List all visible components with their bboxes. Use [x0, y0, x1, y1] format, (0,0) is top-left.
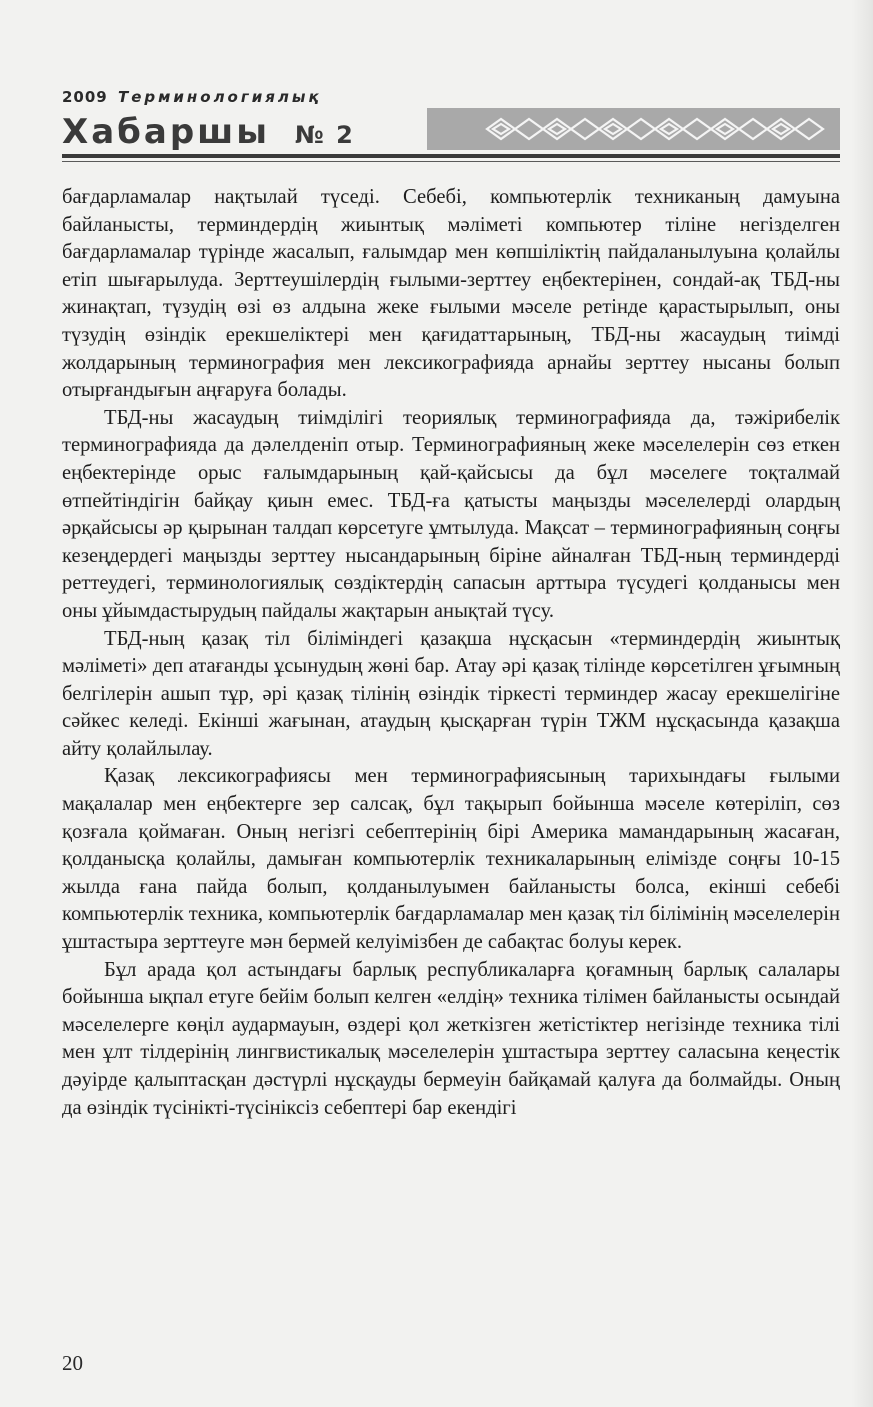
header-issue-number: № 2	[294, 121, 355, 149]
header-title-text: Хабаршы	[62, 112, 271, 152]
paragraph: ТБД-ның қазақ тіл біліміндегі қазақша нұсқасын «терминдердің жиынтық мәліметі» деп атағанды ұсынудың жөні бар. Атау әрі қазақ тілінде көрсетілген ұғымның белгілерін ашып тұр, әрі қазақ тілінің өзіндік тіркесті терминдер жасау ерекшелігіне сәйкес келеді. Екінші жағынан, атаудың қысқарған түрін ТЖМ нұсқасында қазақша айту қолайлылау.	[62, 627, 840, 760]
paragraph: Қазақ лексикографиясы мен терминографиясының тарихындағы ғылыми мақалалар мен еңбектерге зер салсақ, бұл тақырып бойынша мәселе көтеріліп, сөз қозғала қоймаған. Оның негізгі себептерінің бірі Америка мамандарының жасаған, қолданысқа қолайлы, дамыған компьютерлік техникаларының елімізде соңғы 10-15 жылда ғана пайда болып, қолданылуымен байланысты болса, екінші себебі компьютерлік техника, компьютерлік бағдарламалар мен қазақ тіл білімінің мәселелерін ұштастыра зерттеуге мән бермей келуімізбен де сабақтас болуы керек.	[62, 765, 840, 954]
page-edge-shadow	[851, 0, 873, 1407]
header-year-line	[62, 88, 322, 106]
header-title	[62, 112, 355, 155]
article-body	[62, 184, 840, 1122]
paragraph: ТБД-ны жасаудың тиімділігі теориялық терминографияда да, тәжірибелік терминографияда да дәлелденіп отыр. Терминографияның жеке мәселелерін сөз еткен еңбектерінде орыс ғалымдарының қай-қайсысы да бұл мәселеге тоқталмай өтпейтіндігін байқау қиын емес. ТБД-ға қатысты маңызды мәселелерді олардың әрқайсысы әр қырынан талдап көрсетуге ұмтылуда. Мақсат – терминографияның соңғы кезеңдердегі маңызды зерттеу нысандарының біріне айналған ТБД-ның терминдерді реттеудегі, терминологиялық сөздіктердің сапасын арттыра түсудегі қолданысы мен оны ұйымдастырудың пайдалы жақтарын анықтай түсу.	[62, 406, 840, 622]
header-journal-name: Терминологиялық	[117, 88, 322, 106]
page-number: 20	[62, 1351, 83, 1375]
paragraph-continued: бағдарламалар нақтылай түседі. Себебі, компьютерлік техниканың дамуына байланысты, терминдердің жиынтық мәліметі компьютер тіліне негізделген бағдарламалар түрінде жасалып, ғалымдар мен көпшіліктің пайдаланылуына қолайлы етіп шығарылуда. Зерттеушілердің ғылыми-зерттеу еңбектерінен, сондай-ақ ТБД-ны жинақтап, түзудің өзі өз алдына жеке ғылыми мәселе ретінде қарастырылып, оны түзудің өзіндік ерекшеліктері мен қағидаттарының, ТБД-ны жасаудың тиімді жолдарының терминография мен лексикографияда арнайы зерттеу нысаны болып отырғандығын аңғаруға болады.	[62, 186, 840, 402]
paragraph: Бұл арада қол астындағы барлық республикаларға қоғамның барлық салалары бойынша ықпал етуге бейім болып келген «елдің» техника тілімен байланысты осындай мәселелерге көңіл аудармауын, өздері қол жеткізген жетістіктер негізінде техника тілі мен ұлт тілдерінің лингвистикалық мәселелерін ұштастыра зерттеу саласына кеңестік дәуірде қалыптасқан дәстүрлі нұсқауды бермеуін байқамай қалуға да болмайды. Оның да өзіндік түсінікті-түсініксіз себептері бар екендігі	[62, 958, 840, 1119]
running-header	[62, 88, 840, 170]
header-rule-thin	[62, 161, 840, 162]
header-year: 2009	[62, 88, 108, 106]
header-ornament-band	[427, 108, 840, 150]
ornament-pattern-icon	[427, 108, 840, 150]
header-rule-thick	[62, 154, 840, 158]
